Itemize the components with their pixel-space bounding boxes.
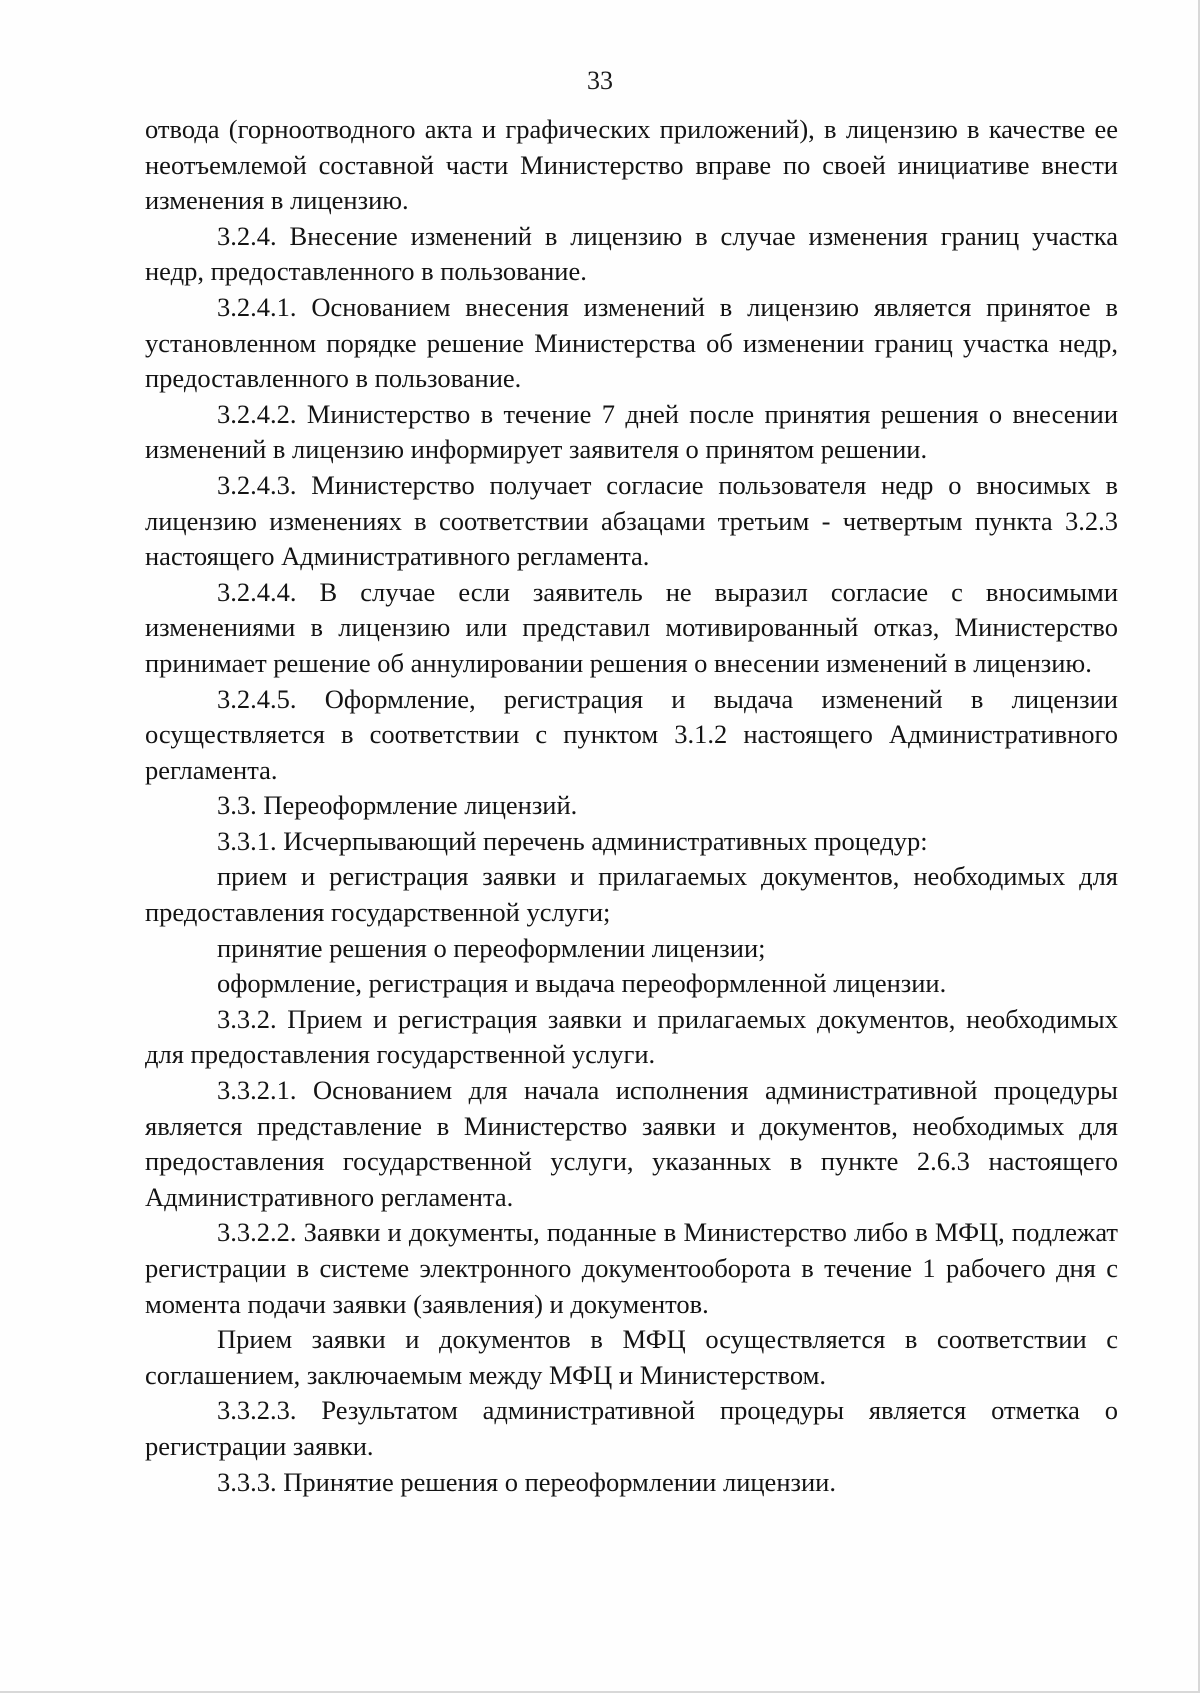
paragraph: 3.2.4. Внесение изменений в лицензию в случае изменения границ участка недр, предоставленного в пользование.	[145, 220, 1118, 287]
page-number: 33	[587, 66, 613, 95]
paragraph: Прием заявки и документов в МФЦ осуществляется в соответствии с соглашением, заключаемым между МФЦ и Министерством.	[145, 1324, 1118, 1390]
paragraph: отвода (горноотводного акта и графических приложений), в лицензию в качестве ее неотъемлемой составной части Министерство вправе по своей инициативе внести изменения в лицензию.	[145, 114, 1118, 216]
document-body	[145, 112, 1118, 1500]
paragraph: 3.3.1. Исчерпывающий перечень административных процедур:	[217, 825, 928, 856]
paragraph: 3.3.2.3. Результатом административной процедуры является отметка о регистрации заявки.	[145, 1395, 1118, 1461]
paragraph: 3.2.4.5. Оформление, регистрация и выдача изменений в лицензии осуществляется в соответствии с пунктом 3.1.2 настоящего Административного регламента.	[145, 683, 1118, 785]
paragraph: прием и регистрация заявки и прилагаемых документов, необходимых для предоставления государственной услуги;	[145, 861, 1118, 928]
paragraph: 3.2.4.4. В случае если заявитель не выразил согласие с вносимыми изменениями в лицензию или представил мотивированный отказ, Министерство принимает решение об аннулировании решения о внесении изменений в лицензию.	[145, 576, 1118, 678]
paragraph: оформление, регистрация и выдача переоформленной лицензии.	[217, 968, 947, 999]
paragraph: 3.2.4.3. Министерство получает согласие пользователя недр о вносимых в лицензию изменениях в соответствии абзацами третьим - четвертым пункта 3.2.3 настоящего Административного регламента.	[145, 469, 1118, 572]
paragraph: 3.3. Переоформление лицензий.	[217, 790, 578, 821]
paragraph: 3.3.2.2. Заявки и документы, поданные в Министерство либо в МФЦ, подлежат регистрации в системе электронного документооборота в течение 1 рабочего дня с момента подачи заявки (заявления) и документов.	[145, 1217, 1118, 1319]
paragraph: принятие решения о переоформлении лицензии;	[217, 932, 766, 963]
paragraph: 3.2.4.1. Основанием внесения изменений в лицензию является принятое в установленном порядке решение Министерства об изменении границ участка недр, предоставленного в пользование.	[145, 291, 1118, 394]
paragraph: 3.2.4.2. Министерство в течение 7 дней после принятия решения о внесении изменений в лицензию информирует заявителя о принятом решении.	[145, 398, 1118, 465]
paragraph: 3.3.2.1. Основанием для начала исполнения административной процедуры является представление в Министерство заявки и документов, необходимых для предоставления государственной услуги, указанных в пункте 2.6.3 настоящего Административного регламента.	[145, 1075, 1118, 1212]
paragraph: 3.3.2. Прием и регистрация заявки и прилагаемых документов, необходимых для предоставления государственной услуги.	[145, 1003, 1118, 1070]
paragraph: 3.3.3. Принятие решения о переоформлении лицензии.	[217, 1466, 836, 1497]
